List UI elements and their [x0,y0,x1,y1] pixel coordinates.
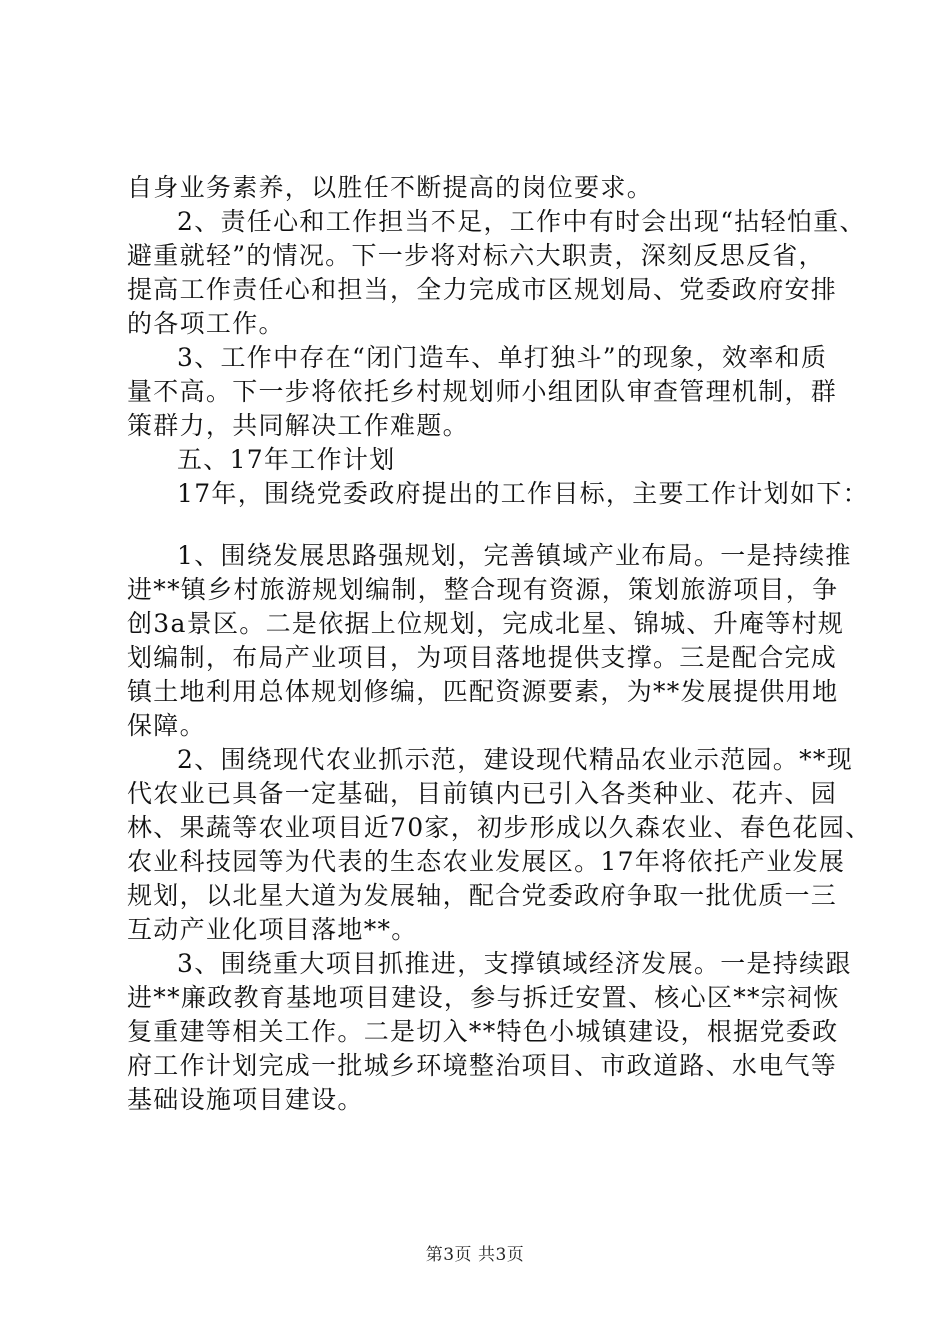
section-heading: 五、17年工作计划 [177,445,396,474]
text-line: 2、围绕现代农业抓示范，建设现代精品农业示范园。**现 [177,745,854,774]
text-line: 复重建等相关工作。二是切入**特色小城镇建设，根据党委政 [127,1017,839,1046]
text-line: 创3a景区。二是依据上位规划，完成北星、锦城、升庵等村规 [127,609,845,638]
page-number-footer: 第3页 共3页 [425,1245,525,1265]
text-line: 3、工作中存在“闭门造车、单打独斗”的现象，效率和质 [177,343,828,372]
text-line: 基础设施项目建设。 [127,1085,364,1114]
text-line: 提高工作责任心和担当，全力完成市区规划局、党委政府安排 [127,275,838,304]
text-line: 林、果蔬等农业项目近70家，初步形成以久森农业、春色花园、 [127,813,872,842]
text-line: 3、围绕重大项目抓推进，支撑镇域经济发展。一是持续跟 [177,949,852,978]
text-line: 策群力，共同解决工作难题。 [127,411,469,440]
text-line: 避重就轻”的情况。下一步将对标六大职责，深刻反思反省， [127,241,825,270]
text-line: 2、责任心和工作担当不足，工作中有时会出现“拈轻怕重、 [177,207,866,236]
text-line: 府工作计划完成一批城乡环境整治项目、市政道路、水电气等 [127,1051,838,1080]
text-line: 量不高。下一步将依托乡村规划师小组团队审查管理机制，群 [127,377,838,406]
text-line: 保障。 [127,711,206,740]
text-line: 进**廉政教育基地项目建设，参与拆迁安置、核心区**宗祠恢 [127,983,840,1012]
text-line: 17年，围绕党委政府提出的工作目标，主要工作计划如下： [177,479,869,508]
text-line: 自身业务素养，以胜任不断提高的岗位要求。 [127,173,654,202]
text-line: 划编制，布局产业项目，为项目落地提供支撑。三是配合完成 [127,643,838,672]
text-line: 镇土地利用总体规划修编，匹配资源要素，为**发展提供用地 [127,677,839,706]
text-line: 农业科技园等为代表的生态农业发展区。17年将依托产业发展 [127,847,846,876]
text-line: 代农业已具备一定基础，目前镇内已引入各类种业、花卉、园 [127,779,838,808]
text-line: 进**镇乡村旅游规划编制，整合现有资源，策划旅游项目，争 [127,575,839,604]
text-line: 的各项工作。 [127,309,285,338]
text-line: 1、围绕发展思路强规划，完善镇域产业布局。一是持续推 [177,541,852,570]
text-line: 互动产业化项目落地**。 [127,915,418,944]
text-line: 规划，以北星大道为发展轴，配合党委政府争取一批优质一三 [127,881,838,910]
